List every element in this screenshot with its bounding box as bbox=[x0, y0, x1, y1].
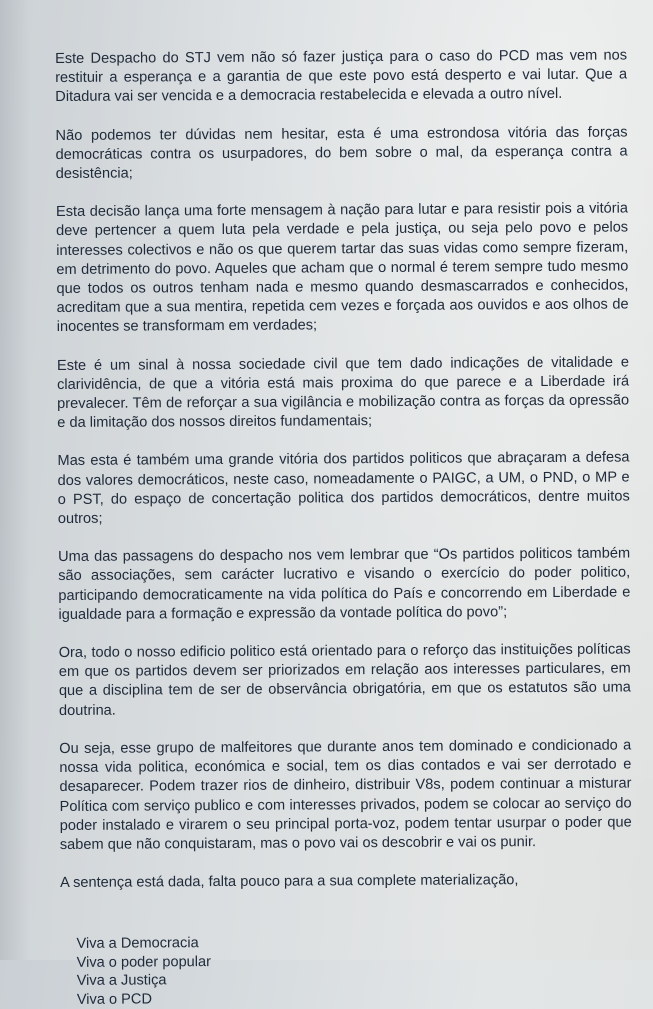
paragraph-4: Este é um sinal à nossa sociedade civil que tem dado indicações de vitalidade e clarividência, de que a vitória está mais proxima do que parece e a Liberdade irá prevalecer. Têm de reforçar a sua vigilância e mobilização contra as forças da opressão e da limitação dos nossos direitos fundamentais; bbox=[56, 354, 630, 432]
closing-slogans bbox=[60, 932, 632, 1009]
paragraph-5: Mas esta é também uma grande vitória dos partidos politicos que abraçaram a defesa dos valores democráticos, neste caso, nomeadamente o PAIGC, a UM, o PND, o MP e o PST, do espaço de concertação politica dos partidos democráticos, dentre muitos outros; bbox=[57, 449, 630, 528]
paragraph-6: Uma das passagens do despacho nos vem lembrar que “Os partidos politicos também são associações, sem carácter lucrativo e visando o exercício do poder politico, participando democraticamente na vida política do País e concorrendo em Liberdade e igualdade para a formação e expressão da vontade política do povo”; bbox=[58, 545, 631, 623]
letter-body bbox=[55, 47, 633, 1009]
paragraph-3: Esta decisão lança uma forte mensagem à nação para lutar e para resistir pois a vitória deve pertencer a quem luta pela verdade e pela justiça, ou seja pelo povo e pelos interesses colectivos e não os que querem tartar das suas vidas como sempre fizeram, em detrimento do povo. Aqueles que acham que o normal é terem sempre tudo mesmo que todos os outros tenham nada e mesmo quando desmascarrados e conhecidos, acreditam que a sua mentira, repetida cem vezes e forçada aos ouvidos e aos olhos de inocentes se transformam em verdades; bbox=[55, 200, 629, 336]
paragraph-7: Ora, todo o nosso edificio politico está orientado para o reforço das instituições políticas em que os partidos devem ser priorizados em relação aos interesses particulares, em que a disciplina tem de ser de observância obrigatória, em que os estatutos são uma doutrina. bbox=[58, 641, 631, 719]
slogan-poder-popular: Viva o poder popular bbox=[76, 953, 212, 971]
slogan-pcd: Viva o PCD bbox=[76, 990, 153, 1008]
paragraph-9: A sentença está dada, falta pouco para a sua complete materialização, bbox=[60, 872, 519, 892]
page-shadow bbox=[0, 0, 30, 960]
slogan-democracia: Viva a Democracia bbox=[76, 935, 199, 953]
slogan-justica: Viva a Justiça bbox=[76, 972, 167, 990]
paragraph-8: Ou seja, esse grupo de malfeitores que durante anos tem dominado e condicionado a nossa vida politica, económica e social, tem os dias contados e vai ser derrotado e desaparecer. Podem trazer rios de dinheiro, distribuir V8s, podem continuar a misturar Política com serviço publico e com interesses privados, podem se colocar ao serviço do poder instalado e virarem o seu principal porta-voz, podem tentar usurpar o poder que sabem que não conquistaram, mas o povo vai os descobrir e vai os punir. bbox=[59, 737, 632, 853]
paragraph-2: Não podemos ter dúvidas nem hesitar, esta é uma estrondosa vitória das forças democráticas contra os usurpadores, do bem sobre o mal, da esperança contra a desistência; bbox=[55, 124, 628, 183]
paragraph-1: Este Despacho do STJ vem não só fazer justiça para o caso do PCD mas vem nos restituir a esperança e a garantia de que este povo está desperto e vai lutar. Que a Ditadura vai ser vencida e a democracia restabelecida e elevada a outro nível. bbox=[55, 47, 628, 106]
